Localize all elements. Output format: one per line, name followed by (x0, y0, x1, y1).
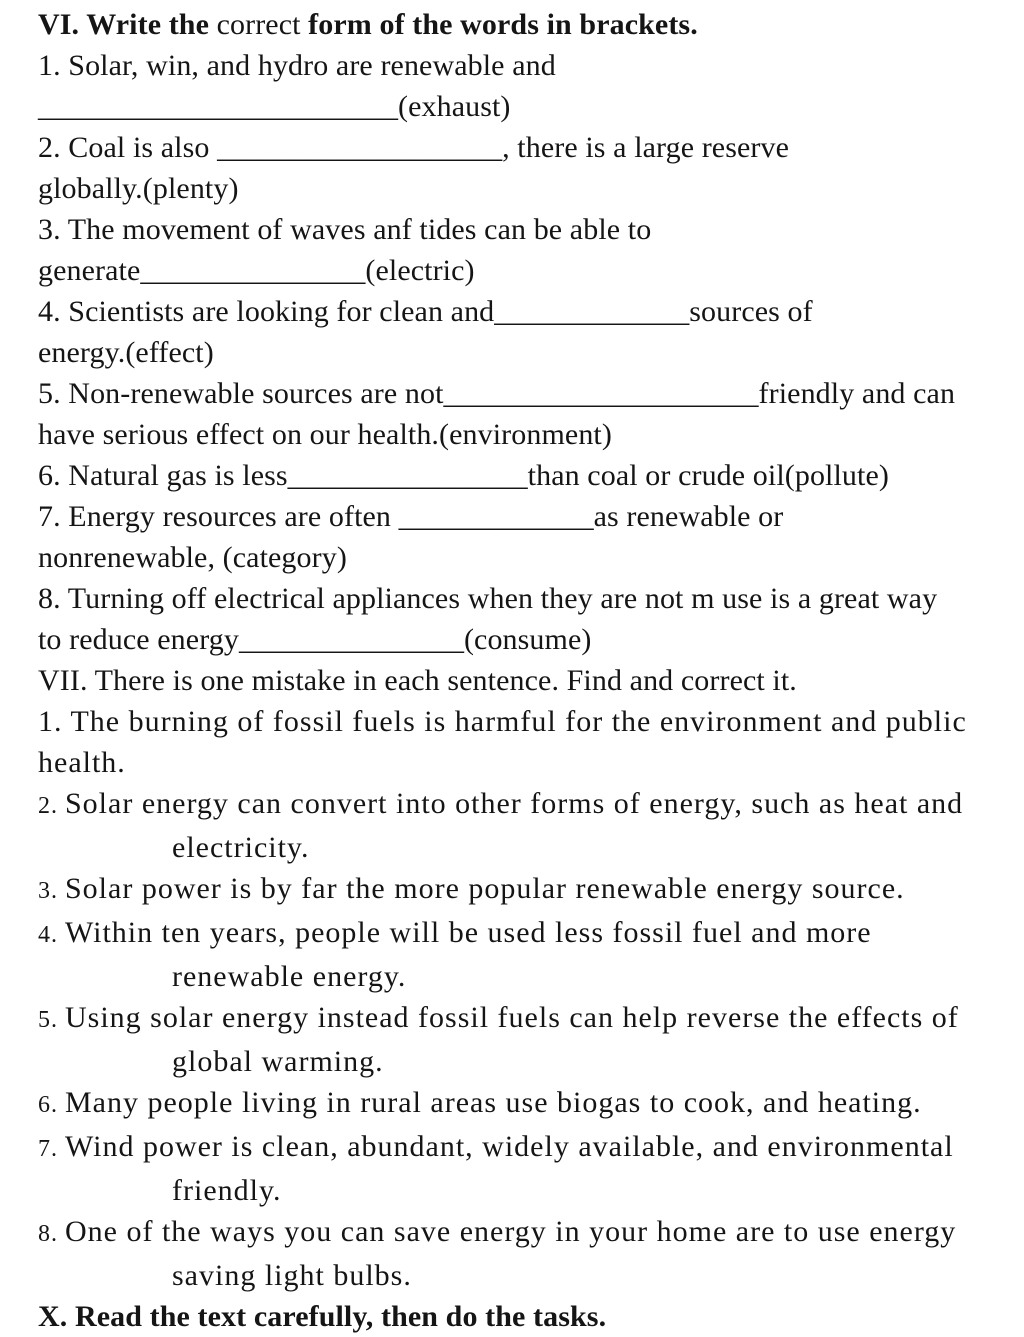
text-segment: 6. Natural gas is less (38, 459, 288, 492)
text-segment: electricity. (172, 831, 310, 864)
answer-blank: ___________________ (217, 131, 503, 164)
text-segment: globally.(plenty) (38, 172, 239, 205)
text-segment: correct (216, 8, 309, 41)
vi-item-3-line-1 (38, 209, 1004, 250)
vi-item-8-line-2 (38, 619, 1004, 660)
text-segment: X. Read the text carefully, then do the tasks. (38, 1300, 607, 1333)
vi-item-5-line-1 (38, 373, 1004, 414)
text-segment: Within ten years, people will be used less fossil fuel and more (65, 916, 872, 949)
text-segment: 1. Solar, win, and hydro are renewable and (38, 49, 556, 82)
text-segment: nonrenewable, (category) (38, 541, 347, 574)
text-segment: VII. There is one mistake in each sentence. Find and correct it. (38, 664, 797, 697)
text-segment: 3. The movement of waves anf tides can be able to (38, 213, 652, 246)
vii-item-8-line-1 (38, 1211, 1004, 1255)
text-segment: 8. Turning off electrical appliances when they are not m use is a great way (38, 582, 938, 615)
vi-item-4-line-2 (38, 332, 1004, 373)
text-segment: generate (38, 254, 141, 287)
vi-item-6 (38, 455, 1004, 496)
text-segment: energy.(effect) (38, 336, 214, 369)
text-segment: (consume) (463, 623, 592, 656)
vii-item-2-line-1 (38, 783, 1004, 827)
section-x-heading (38, 1296, 1004, 1337)
vii-item-3 (38, 868, 1004, 912)
text-segment: (exhaust) (398, 90, 511, 123)
list-item-number: 4. (38, 922, 65, 948)
text-segment: saving light bulbs. (172, 1259, 412, 1292)
answer-blank: _____________ (494, 295, 690, 328)
text-segment: form of the words in brackets. (308, 8, 698, 41)
text-segment: (electric) (365, 254, 475, 287)
vi-item-1-line-1 (38, 45, 1004, 86)
list-item-number: 3. (38, 878, 65, 904)
text-segment: friendly. (172, 1174, 282, 1207)
answer-blank: _______________ (140, 254, 366, 287)
text-segment: 4. Scientists are looking for clean and (38, 295, 495, 328)
vii-item-5-line-2 (38, 1041, 1004, 1082)
vii-item-7-line-2 (38, 1170, 1004, 1211)
text-segment: Using solar energy instead fossil fuels can help reverse the effects of (65, 1001, 959, 1034)
vii-item-1-line-2 (38, 742, 1004, 783)
vi-item-2-line-1 (38, 127, 1004, 168)
vii-item-2-line-2 (38, 827, 1004, 868)
vii-item-8-line-2 (38, 1255, 1004, 1296)
vi-item-4-line-1 (38, 291, 1004, 332)
text-segment: One of the ways you can save energy in your home are to use energy (65, 1215, 957, 1248)
text-segment: have serious effect on our health.(environment) (38, 418, 612, 451)
text-segment: 5. Non-renewable sources are not (38, 377, 444, 410)
text-segment: 2. Coal is also (38, 131, 218, 164)
text-segment: 7. Energy resources are often (38, 500, 399, 533)
text-segment: as renewable or (593, 500, 784, 533)
text-segment: renewable energy. (172, 960, 407, 993)
vi-item-3-line-2 (38, 250, 1004, 291)
list-item-number: 2. (38, 793, 65, 819)
vii-item-4-line-1 (38, 912, 1004, 956)
text-segment: than coal or crude oil(pollute) (527, 459, 889, 492)
vii-item-6 (38, 1082, 1004, 1126)
vii-item-1-line-1 (38, 701, 1004, 742)
text-segment: health. (38, 746, 126, 779)
text-segment: Solar power is by far the more popular renewable energy source. (65, 872, 905, 905)
answer-blank: ________________ (287, 459, 528, 492)
vi-item-7-line-1 (38, 496, 1004, 537)
text-segment: to reduce energy (38, 623, 239, 656)
answer-blank: ________________________ (38, 90, 398, 123)
answer-blank: _____________________ (443, 377, 759, 410)
text-segment: 1. The burning of fossil fuels is harmful for the environment and public (38, 705, 967, 738)
list-item-number: 5. (38, 1007, 65, 1033)
text-segment: friendly and can (758, 377, 956, 410)
vi-item-8-line-1 (38, 578, 1004, 619)
text-segment: Solar energy can convert into other forms of energy, such as heat and (65, 787, 964, 820)
text-segment: Wind power is clean, abundant, widely available, and environmental (65, 1130, 954, 1163)
section-vi-heading (38, 4, 1004, 45)
text-segment: VI. Write the (38, 8, 217, 41)
text-segment: global warming. (172, 1045, 384, 1078)
vii-item-7-line-1 (38, 1126, 1004, 1170)
answer-blank: _______________ (238, 623, 464, 656)
vi-item-2-line-2 (38, 168, 1004, 209)
list-item-number: 6. (38, 1092, 65, 1118)
list-item-number: 7. (38, 1136, 65, 1162)
list-item-number: 8. (38, 1221, 65, 1247)
text-segment: , there is a large reserve (502, 131, 790, 164)
vi-item-7-line-2 (38, 537, 1004, 578)
answer-blank: _____________ (398, 500, 594, 533)
vi-item-1-line-2 (38, 86, 1004, 127)
vi-item-5-line-2 (38, 414, 1004, 455)
section-vii-heading (38, 660, 1004, 701)
vii-item-5-line-1 (38, 997, 1004, 1041)
vii-item-4-line-2 (38, 956, 1004, 997)
text-segment: Many people living in rural areas use biogas to cook, and heating. (65, 1086, 922, 1119)
text-segment: sources of (689, 295, 813, 328)
